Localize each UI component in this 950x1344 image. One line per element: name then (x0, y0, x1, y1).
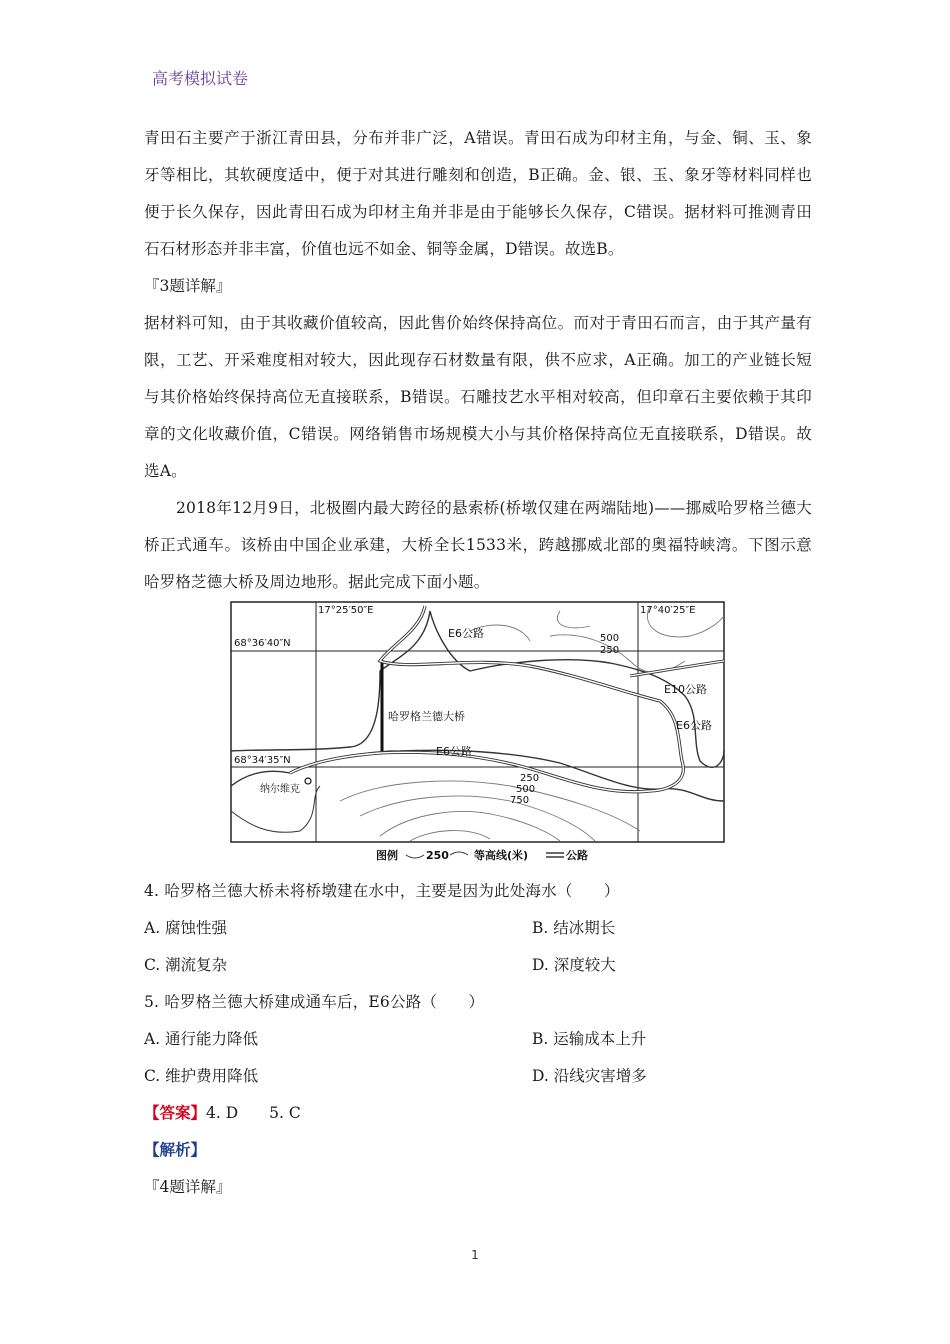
page-header-title: 高考模拟试卷 (152, 69, 249, 88)
label-bridge: 哈罗格兰德大桥 (388, 710, 465, 723)
label-road-e6-right: E6公路 (676, 719, 712, 732)
question-5-options-row1 (144, 1021, 812, 1058)
answer-text: 4. D 5. C (206, 1104, 301, 1122)
label-lat-top: 68°36′40″N (234, 638, 291, 649)
label-contour-500-bottom: 500 (516, 784, 536, 795)
label-lon-right: 17°40′25″E (640, 605, 696, 616)
label-town: 纳尔维克 (260, 784, 300, 795)
legend-road-label: 公路 (566, 849, 588, 862)
label-contour-250-bottom: 250 (520, 773, 540, 784)
question-5-options-row2 (144, 1058, 812, 1095)
q4-option-b: B. 结冰期长 (532, 919, 616, 937)
map-svg (230, 601, 730, 871)
document-body (144, 120, 812, 1206)
q5-option-c: C. 维护费用降低 (144, 1067, 259, 1085)
answer-label: 【答案】 (144, 1104, 207, 1122)
paragraph-q3-analysis: 据材料可知，由于其收藏价值较高，因此售价始终保持高位。而对于青田石而言，由于其产量有限，工艺、开采难度相对较大，因此现存石材数量有限，供不应求，A正确。加工的产业链长短与其价格始终保持高位无直接联系，B错误。石雕技艺水平相对较高，但印章石主要依赖于其印章的文化收藏价值，C错误。网络销售市场规模大小与其价格保持高位无直接联系，D错误。故选A。 (144, 314, 812, 480)
label-road-e6-top: E6公路 (448, 627, 484, 640)
label-lon-left: 17°25′50″E (318, 605, 374, 616)
page-number: 1 (471, 1248, 479, 1262)
q5-option-b: B. 运输成本上升 (532, 1030, 647, 1048)
analysis-label: 【解析】 (144, 1141, 207, 1159)
label-contour-250-top: 250 (600, 645, 620, 656)
town-marker (305, 778, 311, 784)
analysis-line (144, 1132, 812, 1169)
label-lat-bottom: 68°34′35″N (234, 755, 291, 766)
q4-option-a: A. 腐蚀性强 (144, 919, 228, 937)
question-4-stem: 4. 哈罗格兰德大桥未将桥墩建在水中，主要是因为此处海水（ ） (144, 882, 620, 900)
q4-option-c: C. 潮流复杂 (144, 956, 228, 974)
answer-line (144, 1095, 812, 1132)
label-road-e10: E10公路 (664, 683, 707, 696)
label-contour-750-bottom: 750 (510, 795, 530, 806)
legend-contour-symbol-left (406, 855, 424, 858)
label-road-e6-mid: E6公路 (436, 745, 472, 758)
legend-contour-symbol-right (450, 852, 468, 855)
q5-option-a: A. 通行能力降低 (144, 1030, 259, 1048)
legend-contour-sample: 250 (426, 849, 449, 862)
section-heading-q4: 『4题详解』 (144, 1178, 232, 1196)
q5-option-d: D. 沿线灾害增多 (532, 1067, 647, 1085)
paragraph-q2-analysis: 青田石主要产于浙江青田县，分布并非广泛，A错误。青田石成为印材主角，与金、铜、玉、象牙等相比，其软硬度适中，便于对其进行雕刻和创造，B正确。金、银、玉、象牙等材料同样也便于长久保存，因此青田石成为印材主角并非是由于能够长久保存，C错误。据材料可推测青田石石材形态并非丰富，价值也远不如金、铜等金属，D错误。故选B。 (144, 129, 812, 258)
section-heading-q3: 『3题详解』 (144, 277, 232, 295)
legend-label: 图例 (376, 849, 398, 862)
question-4-options-row1 (144, 910, 812, 947)
legend-contour-label: 等高线(米) (474, 849, 529, 862)
question-5-stem: 5. 哈罗格兰德大桥建成通车后，E6公路（ ） (144, 993, 485, 1011)
bridge-map-figure (230, 601, 730, 871)
label-contour-500-top: 500 (600, 633, 620, 644)
question-4-options-row2 (144, 947, 812, 984)
q4-option-d: D. 深度较大 (532, 956, 616, 974)
paragraph-bridge-intro: 2018年12月9日，北极圈内最大跨径的悬索桥(桥墩仅建在两端陆地)——挪威哈罗格兰德大桥正式通车。该桥由中国企业承建，大桥全长1533米，跨越挪威北部的奥福特峡湾。下图示意哈罗格芝德大桥及周边地形。据此完成下面小题。 (144, 499, 812, 591)
